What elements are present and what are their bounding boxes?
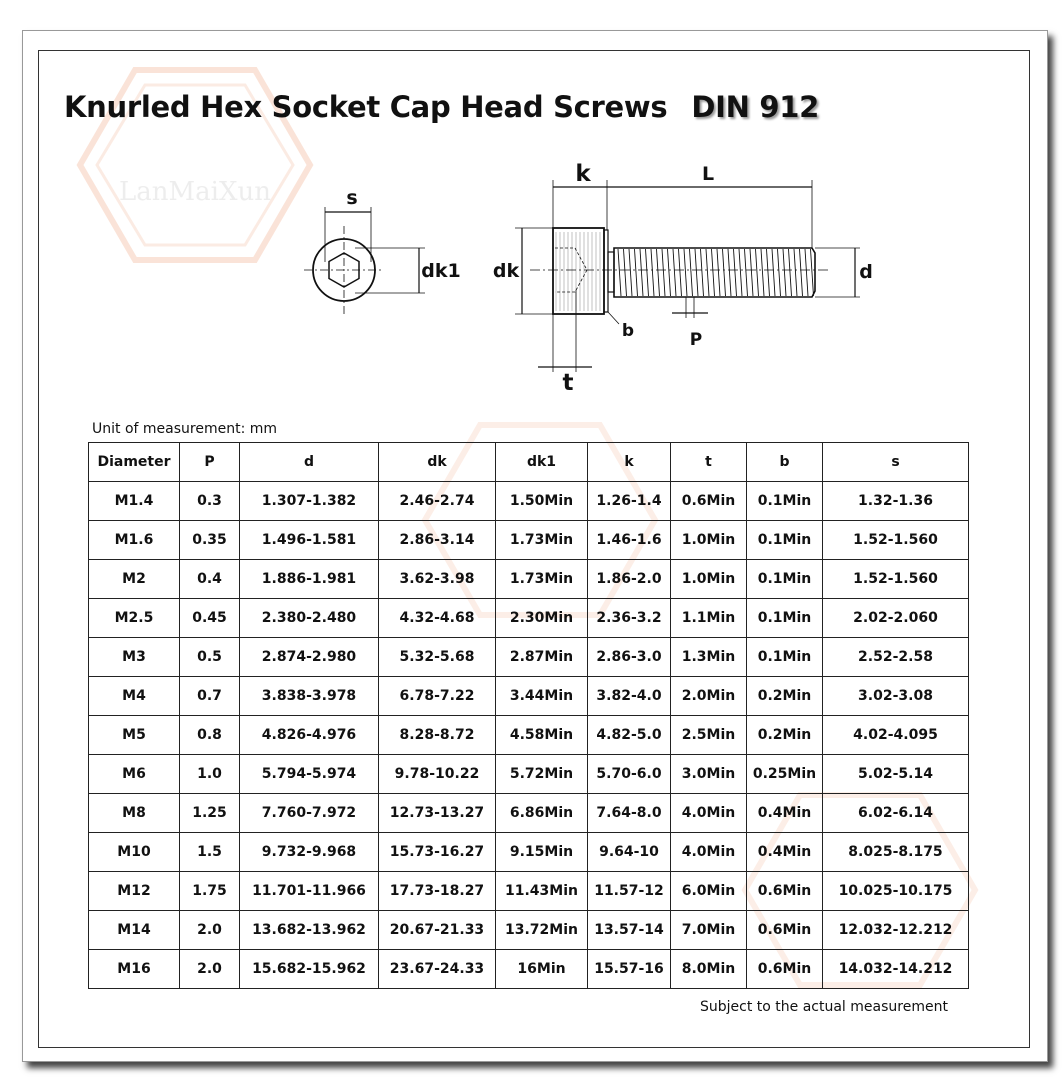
- table-cell: 0.2Min: [747, 677, 823, 716]
- table-cell: 0.4: [180, 560, 240, 599]
- table-cell: 0.25Min: [747, 755, 823, 794]
- thread-line: [723, 249, 726, 296]
- thread-line: [761, 249, 764, 296]
- table-cell: M4: [89, 677, 180, 716]
- label-k: k: [575, 161, 591, 187]
- table-cell: M1.4: [89, 482, 180, 521]
- table-cell: M5: [89, 716, 180, 755]
- table-cell: 1.1Min: [671, 599, 747, 638]
- table-cell: 9.15Min: [496, 833, 588, 872]
- table-cell: 8.0Min: [671, 950, 747, 989]
- table-cell: 0.35: [180, 521, 240, 560]
- table-cell: M2.5: [89, 599, 180, 638]
- table-cell: 13.682-13.962: [240, 911, 379, 950]
- thread-line: [783, 249, 786, 296]
- unit-note: Unit of measurement: mm: [92, 421, 278, 437]
- table-cell: 15.73-16.27: [379, 833, 496, 872]
- thread-line: [734, 249, 737, 296]
- thread-line: [662, 249, 665, 296]
- svg-text:LanMaiXun: LanMaiXun: [119, 177, 271, 207]
- table-cell: 4.32-4.68: [379, 599, 496, 638]
- table-cell: 17.73-18.27: [379, 872, 496, 911]
- table-row: [89, 716, 969, 755]
- thread-line: [800, 249, 803, 296]
- table-cell: 20.67-21.33: [379, 911, 496, 950]
- table-cell: 5.32-5.68: [379, 638, 496, 677]
- thread-line: [805, 249, 808, 296]
- table-row: [89, 638, 969, 677]
- table-row: [89, 521, 969, 560]
- table-row: [89, 950, 969, 989]
- table-row: [89, 794, 969, 833]
- table-cell: 0.1Min: [747, 482, 823, 521]
- table-cell: 8.28-8.72: [379, 716, 496, 755]
- thread-line: [673, 249, 676, 296]
- table-cell: 14.032-14.212: [823, 950, 969, 989]
- thread-line: [706, 249, 709, 296]
- table-cell: 2.0: [180, 950, 240, 989]
- thread-line: [750, 249, 753, 296]
- table-cell: 4.826-4.976: [240, 716, 379, 755]
- column-header: P: [180, 443, 240, 482]
- table-cell: 3.838-3.978: [240, 677, 379, 716]
- thread-line: [772, 249, 775, 296]
- table-cell: 0.1Min: [747, 521, 823, 560]
- thread-line: [728, 249, 731, 296]
- table-cell: 0.1Min: [747, 560, 823, 599]
- table-cell: 1.886-1.981: [240, 560, 379, 599]
- table-cell: 2.86-3.0: [588, 638, 671, 677]
- table-cell: 12.032-12.212: [823, 911, 969, 950]
- table-cell: 1.0Min: [671, 560, 747, 599]
- table-cell: 5.70-6.0: [588, 755, 671, 794]
- table-cell: 2.52-2.58: [823, 638, 969, 677]
- table-cell: 3.82-4.0: [588, 677, 671, 716]
- table-cell: 3.62-3.98: [379, 560, 496, 599]
- table-cell: M3: [89, 638, 180, 677]
- table-cell: 2.380-2.480: [240, 599, 379, 638]
- table-cell: 7.64-8.0: [588, 794, 671, 833]
- column-header: s: [823, 443, 969, 482]
- table-cell: 11.57-12: [588, 872, 671, 911]
- thread-line: [712, 249, 715, 296]
- title-text: Knurled Hex Socket Cap Head Screws: [64, 90, 668, 124]
- table-cell: 1.73Min: [496, 560, 588, 599]
- thread-line: [635, 249, 638, 296]
- table-cell: 0.6Min: [747, 911, 823, 950]
- thread-line: [646, 249, 649, 296]
- table-cell: 11.43Min: [496, 872, 588, 911]
- thread-line: [657, 249, 660, 296]
- table-cell: 11.701-11.966: [240, 872, 379, 911]
- table-row: [89, 833, 969, 872]
- label-t: t: [562, 370, 574, 396]
- table-cell: 2.0: [180, 911, 240, 950]
- thread-line: [629, 249, 632, 296]
- table-row: [89, 599, 969, 638]
- table-cell: 0.5: [180, 638, 240, 677]
- thread-line: [756, 249, 759, 296]
- thread-line: [717, 249, 720, 296]
- thread-line: [651, 249, 654, 296]
- thread-line: [745, 249, 748, 296]
- thread-line: [618, 249, 621, 296]
- label-L: L: [701, 163, 715, 185]
- table-cell: 1.0: [180, 755, 240, 794]
- column-header: b: [747, 443, 823, 482]
- table-row: [89, 482, 969, 521]
- table-cell: 1.73Min: [496, 521, 588, 560]
- dimensions-table: [88, 442, 969, 989]
- standard-label: DIN 912: [691, 90, 820, 124]
- table-cell: 2.874-2.980: [240, 638, 379, 677]
- table-cell: 8.025-8.175: [823, 833, 969, 872]
- table-cell: 1.52-1.560: [823, 521, 969, 560]
- table-cell: 1.75: [180, 872, 240, 911]
- table-header-row: [89, 443, 969, 482]
- table-cell: 0.6Min: [671, 482, 747, 521]
- table-cell: M8: [89, 794, 180, 833]
- table-cell: 9.78-10.22: [379, 755, 496, 794]
- label-b: b: [621, 321, 635, 341]
- table-cell: M10: [89, 833, 180, 872]
- thread-line: [624, 249, 627, 296]
- table-cell: 2.30Min: [496, 599, 588, 638]
- table-cell: 0.45: [180, 599, 240, 638]
- table-cell: 4.58Min: [496, 716, 588, 755]
- table-cell: 7.760-7.972: [240, 794, 379, 833]
- table-row: [89, 911, 969, 950]
- table-cell: 2.46-2.74: [379, 482, 496, 521]
- thread-line: [739, 249, 742, 296]
- table-cell: 2.0Min: [671, 677, 747, 716]
- label-dk1: dk1: [421, 260, 461, 282]
- table-cell: 4.02-4.095: [823, 716, 969, 755]
- thread-line: [695, 249, 698, 296]
- thread-line: [811, 249, 814, 296]
- column-header: dk1: [496, 443, 588, 482]
- table-cell: 0.6Min: [747, 950, 823, 989]
- table-row: [89, 560, 969, 599]
- thread-line: [679, 249, 682, 296]
- table-cell: 6.0Min: [671, 872, 747, 911]
- table-cell: 1.0Min: [671, 521, 747, 560]
- table-cell: 1.50Min: [496, 482, 588, 521]
- table-cell: 3.0Min: [671, 755, 747, 794]
- table-cell: 15.57-16: [588, 950, 671, 989]
- thread-line: [789, 249, 792, 296]
- table-cell: 13.57-14: [588, 911, 671, 950]
- table-cell: 5.02-5.14: [823, 755, 969, 794]
- table-cell: 1.46-1.6: [588, 521, 671, 560]
- table-cell: 1.25: [180, 794, 240, 833]
- table-cell: 1.496-1.581: [240, 521, 379, 560]
- table-cell: 15.682-15.962: [240, 950, 379, 989]
- table-cell: 4.0Min: [671, 833, 747, 872]
- table-cell: 1.26-1.4: [588, 482, 671, 521]
- thread-line: [668, 249, 671, 296]
- table-cell: M16: [89, 950, 180, 989]
- column-header: d: [240, 443, 379, 482]
- table-cell: 23.67-24.33: [379, 950, 496, 989]
- label-d: d: [859, 261, 873, 283]
- table-cell: 2.5Min: [671, 716, 747, 755]
- table-cell: 13.72Min: [496, 911, 588, 950]
- table-cell: 4.82-5.0: [588, 716, 671, 755]
- table-row: [89, 677, 969, 716]
- table-cell: 0.3: [180, 482, 240, 521]
- thread-line: [684, 249, 687, 296]
- table-cell: 7.0Min: [671, 911, 747, 950]
- label-s: s: [346, 187, 358, 209]
- table-row: [89, 872, 969, 911]
- thread-line: [794, 249, 797, 296]
- table-cell: 1.3Min: [671, 638, 747, 677]
- thread-line: [767, 249, 770, 296]
- table-cell: M12: [89, 872, 180, 911]
- table-cell: 12.73-13.27: [379, 794, 496, 833]
- label-dk: dk: [492, 260, 520, 282]
- column-header: Diameter: [89, 443, 180, 482]
- table-cell: 1.86-2.0: [588, 560, 671, 599]
- table-cell: 5.72Min: [496, 755, 588, 794]
- table-cell: 1.32-1.36: [823, 482, 969, 521]
- table-cell: 3.02-3.08: [823, 677, 969, 716]
- table-cell: M2: [89, 560, 180, 599]
- table-row: [89, 755, 969, 794]
- column-header: t: [671, 443, 747, 482]
- thread-line: [778, 249, 781, 296]
- table-cell: 5.794-5.974: [240, 755, 379, 794]
- table-cell: 9.732-9.968: [240, 833, 379, 872]
- table-cell: 0.7: [180, 677, 240, 716]
- table-cell: 1.307-1.382: [240, 482, 379, 521]
- label-P: P: [689, 330, 703, 350]
- table-cell: 0.8: [180, 716, 240, 755]
- table-cell: 0.4Min: [747, 833, 823, 872]
- table-cell: 0.1Min: [747, 599, 823, 638]
- table-cell: 6.02-6.14: [823, 794, 969, 833]
- thread-line: [690, 249, 693, 296]
- table-cell: 0.6Min: [747, 872, 823, 911]
- footer-note: Subject to the actual measurement: [700, 999, 948, 1015]
- table-cell: 2.02-2.060: [823, 599, 969, 638]
- table-cell: 0.4Min: [747, 794, 823, 833]
- table-cell: 6.78-7.22: [379, 677, 496, 716]
- table-cell: M1.6: [89, 521, 180, 560]
- table-cell: 4.0Min: [671, 794, 747, 833]
- column-header: dk: [379, 443, 496, 482]
- table-cell: M6: [89, 755, 180, 794]
- table-cell: 2.87Min: [496, 638, 588, 677]
- table-cell: 16Min: [496, 950, 588, 989]
- table-cell: 10.025-10.175: [823, 872, 969, 911]
- thread-line: [701, 249, 704, 296]
- table-cell: 0.1Min: [747, 638, 823, 677]
- table-cell: 2.36-3.2: [588, 599, 671, 638]
- table-cell: 2.86-3.14: [379, 521, 496, 560]
- table-cell: 3.44Min: [496, 677, 588, 716]
- thread-line: [640, 249, 643, 296]
- table-cell: 6.86Min: [496, 794, 588, 833]
- table-cell: 9.64-10: [588, 833, 671, 872]
- column-header: k: [588, 443, 671, 482]
- table-cell: 0.2Min: [747, 716, 823, 755]
- table-cell: 1.52-1.560: [823, 560, 969, 599]
- table-cell: 1.5: [180, 833, 240, 872]
- table-cell: M14: [89, 911, 180, 950]
